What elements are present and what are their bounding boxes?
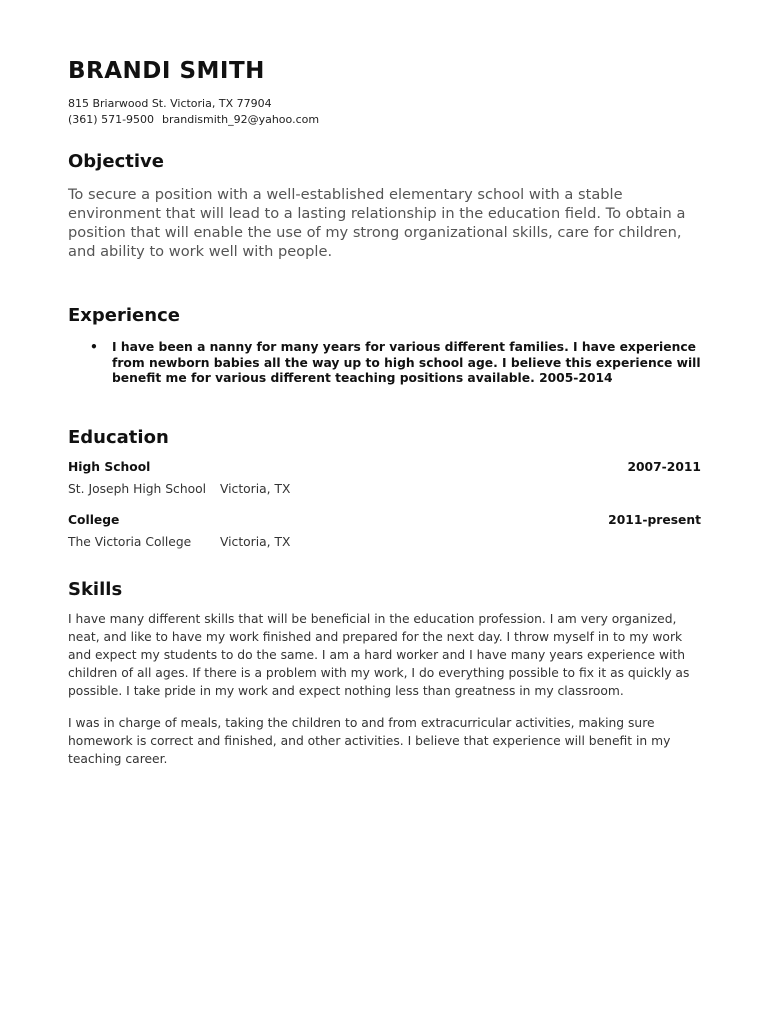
skills-paragraph: I was in charge of meals, taking the children to and from extracurricular activities, making sure homework is correct and finished, and other activities. I believe that experience will benefit in my teaching career. [68, 716, 671, 766]
experience-heading: Experience [68, 305, 180, 326]
contact-phone: (361) 571-9500 [68, 113, 155, 126]
skills-heading: Skills [68, 579, 123, 600]
education-entry-detail [68, 482, 701, 496]
contact-line [68, 113, 319, 126]
education-heading: Education [68, 427, 169, 448]
education-city: Victoria, TX [220, 535, 291, 549]
education-years: 2007-2011 [627, 460, 701, 474]
education-level: College [68, 513, 120, 527]
education-city: Victoria, TX [220, 482, 291, 496]
education-entry-detail [68, 535, 701, 549]
contact-email[interactable]: brandismith_92@yahoo.com [162, 113, 320, 126]
bullet-icon: • [90, 340, 98, 354]
experience-list [90, 340, 702, 387]
education-entry-header [68, 460, 701, 474]
objective-text: To secure a position with a well-established elementary school with a stable environment that will lead to a lasting relationship in the education field. To obtain a position that will enable the use of my strong organizational skills, care for children, and ability to work well with people. [68, 186, 686, 260]
education-school: The Victoria College [68, 535, 192, 549]
objective-heading: Objective [68, 151, 164, 172]
candidate-name: BRANDI SMITH [68, 58, 265, 84]
experience-item [90, 340, 702, 387]
contact-address: 815 Briarwood St. Victoria, TX 77904 [68, 97, 272, 110]
skills-paragraph: I have many different skills that will be beneficial in the education profession. I am very organized, neat, and like to have my work finished and prepared for the next day. I throw myself in to my work and expect my students to do the same. I am a hard worker and I have many years experience with children of all ages. If there is a problem with my work, I do everything possible to fix it as quickly as possible. I take pride in my work and expect nothing less than greatness in my classroom. [68, 612, 690, 698]
education-years: 2011-present [608, 513, 701, 527]
education-school: St. Joseph High School [68, 482, 207, 496]
education-entry-header [68, 513, 701, 527]
education-level: High School [68, 460, 151, 474]
experience-item-text: I have been a nanny for many years for various different families. I have experience from newborn babies all the way up to high school age. I believe this experience will benefit me for various different teaching positions available. 2005-2014 [112, 340, 701, 385]
